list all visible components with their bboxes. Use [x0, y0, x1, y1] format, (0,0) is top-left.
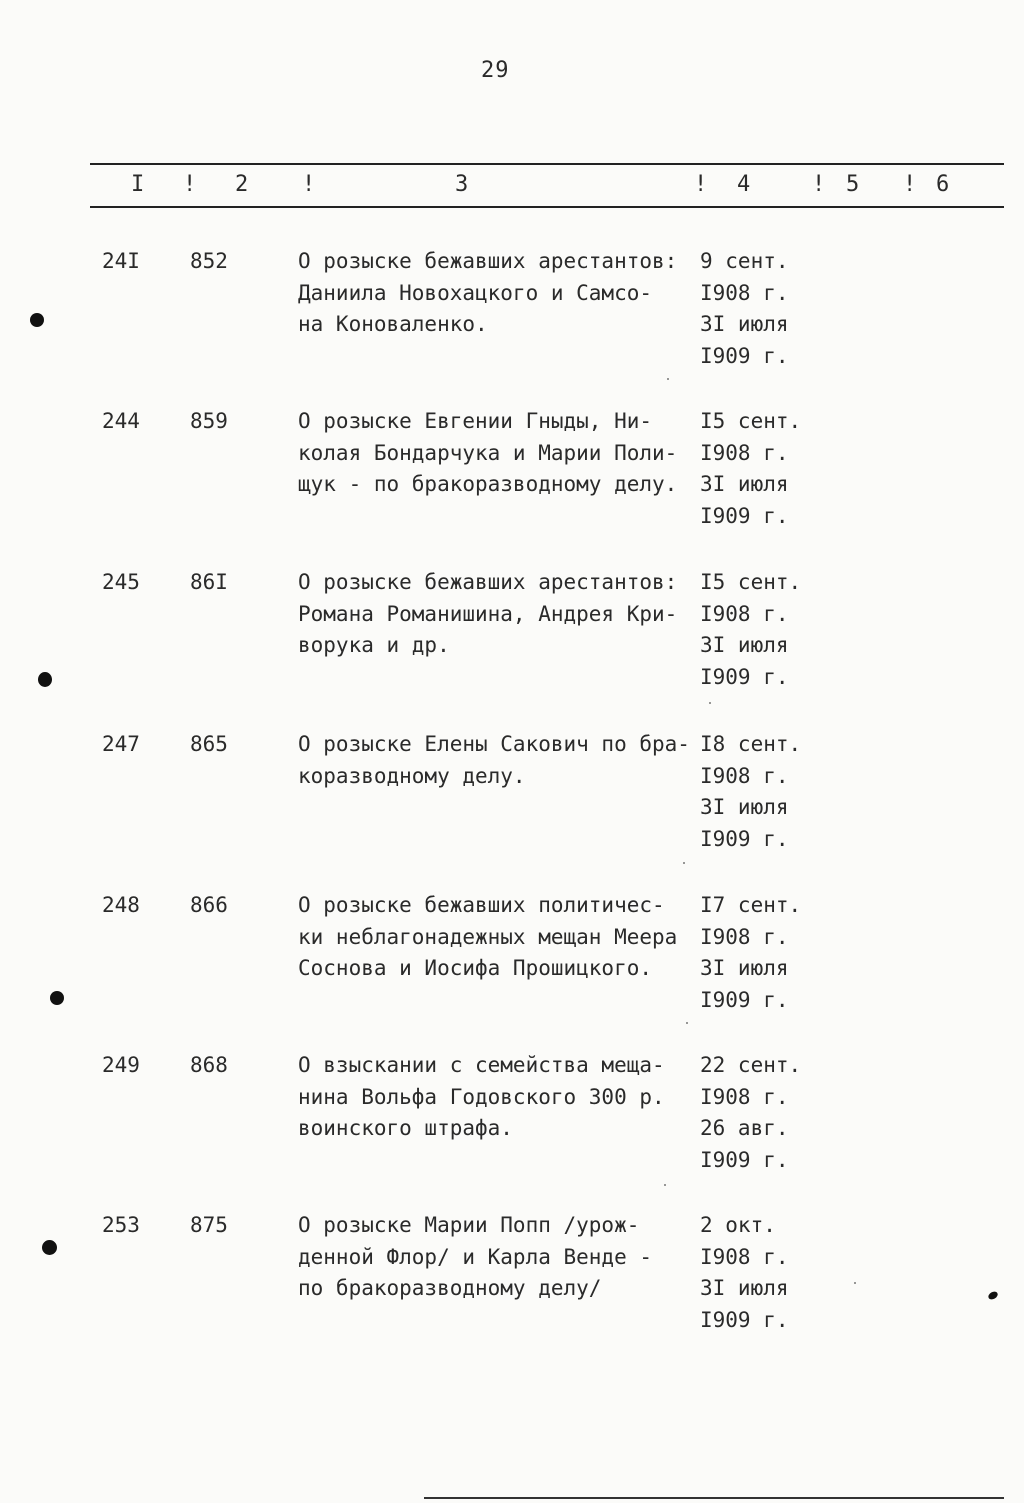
speck — [854, 1282, 856, 1284]
title-line: О розыске Евгении Гныды, Ни- — [298, 409, 653, 433]
entry-dates — [700, 567, 840, 693]
header-separator: ! — [903, 172, 917, 197]
entry-number: 245 — [102, 570, 140, 594]
title-line: нина Вольфа Годовского 300 р. — [298, 1084, 665, 1109]
title-line: О розыске бежавших арестантов: — [298, 249, 678, 273]
date-line: I909 г. — [700, 826, 789, 851]
speck — [664, 1184, 666, 1186]
title-line: денной Флор/ и Карла Венде - — [298, 1244, 653, 1269]
file-number: 859 — [190, 409, 228, 433]
date-line: 3I июля — [700, 956, 789, 980]
hole-punch-mark — [38, 672, 52, 687]
date-line: 3I июля — [700, 633, 789, 657]
file-number: 866 — [190, 893, 228, 917]
hole-punch-mark — [30, 313, 44, 327]
header-col-2: 2 — [235, 172, 249, 197]
date-line: I908 г. — [700, 280, 789, 305]
entry-number: 247 — [102, 732, 140, 756]
entry-title — [298, 1050, 708, 1145]
file-number: 868 — [190, 1053, 228, 1077]
entry-dates — [700, 246, 840, 372]
header-col-3: 3 — [455, 172, 469, 197]
entry-title — [298, 406, 708, 501]
title-line: коразводному делу. — [298, 763, 526, 788]
speck — [709, 702, 711, 704]
date-line: I909 г. — [700, 664, 789, 689]
title-line: Соснова и Иосифа Прошицкого. — [298, 956, 653, 980]
title-line: Даниила Новохацкого и Самсо- — [298, 280, 653, 305]
entry-dates — [700, 1050, 840, 1176]
header-col-4: 4 — [737, 172, 751, 197]
entry-number: 24I — [102, 249, 140, 273]
table-row — [0, 1210, 1024, 1340]
title-line: О розыске бежавших арестантов: — [298, 570, 678, 594]
hole-punch-mark — [50, 991, 64, 1005]
title-line: по бракоразводному делу/ — [298, 1276, 602, 1300]
date-line: 3I июля — [700, 795, 789, 819]
date-line: I5 сент. — [700, 570, 802, 594]
bottom-rule — [424, 1497, 1004, 1499]
date-line: I908 г. — [700, 1084, 789, 1109]
title-line: О розыске Марии Попп /урож- — [298, 1213, 640, 1237]
file-number: 86I — [190, 570, 228, 594]
title-line: колая Бондарчука и Марии Поли- — [298, 440, 678, 465]
speck — [686, 1022, 688, 1024]
header-separator: ! — [694, 172, 708, 197]
date-line: I909 г. — [700, 1307, 789, 1332]
date-line: I909 г. — [700, 343, 789, 368]
entry-title — [298, 729, 708, 792]
entry-number: 249 — [102, 1053, 140, 1077]
entry-title — [298, 567, 708, 662]
date-line: I908 г. — [700, 601, 789, 626]
date-line: 2 окт. — [700, 1213, 776, 1237]
header-separator: ! — [302, 172, 316, 197]
table-row — [0, 1050, 1024, 1180]
title-line: ворука и др. — [298, 633, 450, 657]
title-line: на Коноваленко. — [298, 312, 488, 336]
header-col-1: I — [131, 172, 145, 197]
table-header-rule — [90, 206, 1004, 208]
title-line: щук - по бракоразводному делу. — [298, 472, 678, 496]
header-col-6: 6 — [936, 172, 950, 197]
header-separator: ! — [812, 172, 826, 197]
entry-dates — [700, 1210, 840, 1336]
date-line: I908 г. — [700, 440, 789, 465]
entry-number: 244 — [102, 409, 140, 433]
date-line: I908 г. — [700, 924, 789, 949]
date-line: 22 сент. — [700, 1053, 802, 1077]
entry-dates — [700, 406, 840, 532]
entry-number: 248 — [102, 893, 140, 917]
title-line: О розыске бежавших политичес- — [298, 893, 665, 917]
date-line: I7 сент. — [700, 893, 802, 917]
entry-title — [298, 1210, 708, 1305]
speck — [683, 862, 685, 864]
date-line: I909 г. — [700, 987, 789, 1012]
page-number: 29 — [481, 58, 510, 83]
date-line: 3I июля — [700, 472, 789, 496]
header-separator: ! — [183, 172, 197, 197]
hole-punch-mark — [42, 1240, 57, 1255]
entry-title — [298, 890, 708, 985]
date-line: I8 сент. — [700, 732, 802, 756]
table-row — [0, 246, 1024, 376]
date-line: I908 г. — [700, 763, 789, 788]
date-line: 3I июля — [700, 1276, 789, 1300]
title-line: О взыскании с семейства меща- — [298, 1053, 665, 1077]
date-line: 3I июля — [700, 312, 789, 336]
table-row — [0, 567, 1024, 697]
entry-number: 253 — [102, 1213, 140, 1237]
title-line: ки неблагонадежных мещан Меера — [298, 924, 678, 949]
title-line: воинского штрафа. — [298, 1116, 513, 1140]
file-number: 852 — [190, 249, 228, 273]
title-line: О розыске Елены Сакович по бра- — [298, 732, 690, 756]
file-number: 875 — [190, 1213, 228, 1237]
table-row — [0, 406, 1024, 536]
file-number: 865 — [190, 732, 228, 756]
date-line: I909 г. — [700, 1147, 789, 1172]
date-line: 26 авг. — [700, 1116, 789, 1140]
speck — [667, 378, 669, 380]
table-top-rule — [90, 163, 1004, 165]
title-line: Романа Романишина, Андрея Кри- — [298, 601, 678, 626]
date-line: I908 г. — [700, 1244, 789, 1269]
entry-title — [298, 246, 708, 341]
date-line: I5 сент. — [700, 409, 802, 433]
date-line: I909 г. — [700, 503, 789, 528]
entry-dates — [700, 890, 840, 1016]
table-row — [0, 890, 1024, 1020]
header-col-5: 5 — [846, 172, 860, 197]
entry-dates — [700, 729, 840, 855]
table-row — [0, 729, 1024, 859]
date-line: 9 сент. — [700, 249, 789, 273]
